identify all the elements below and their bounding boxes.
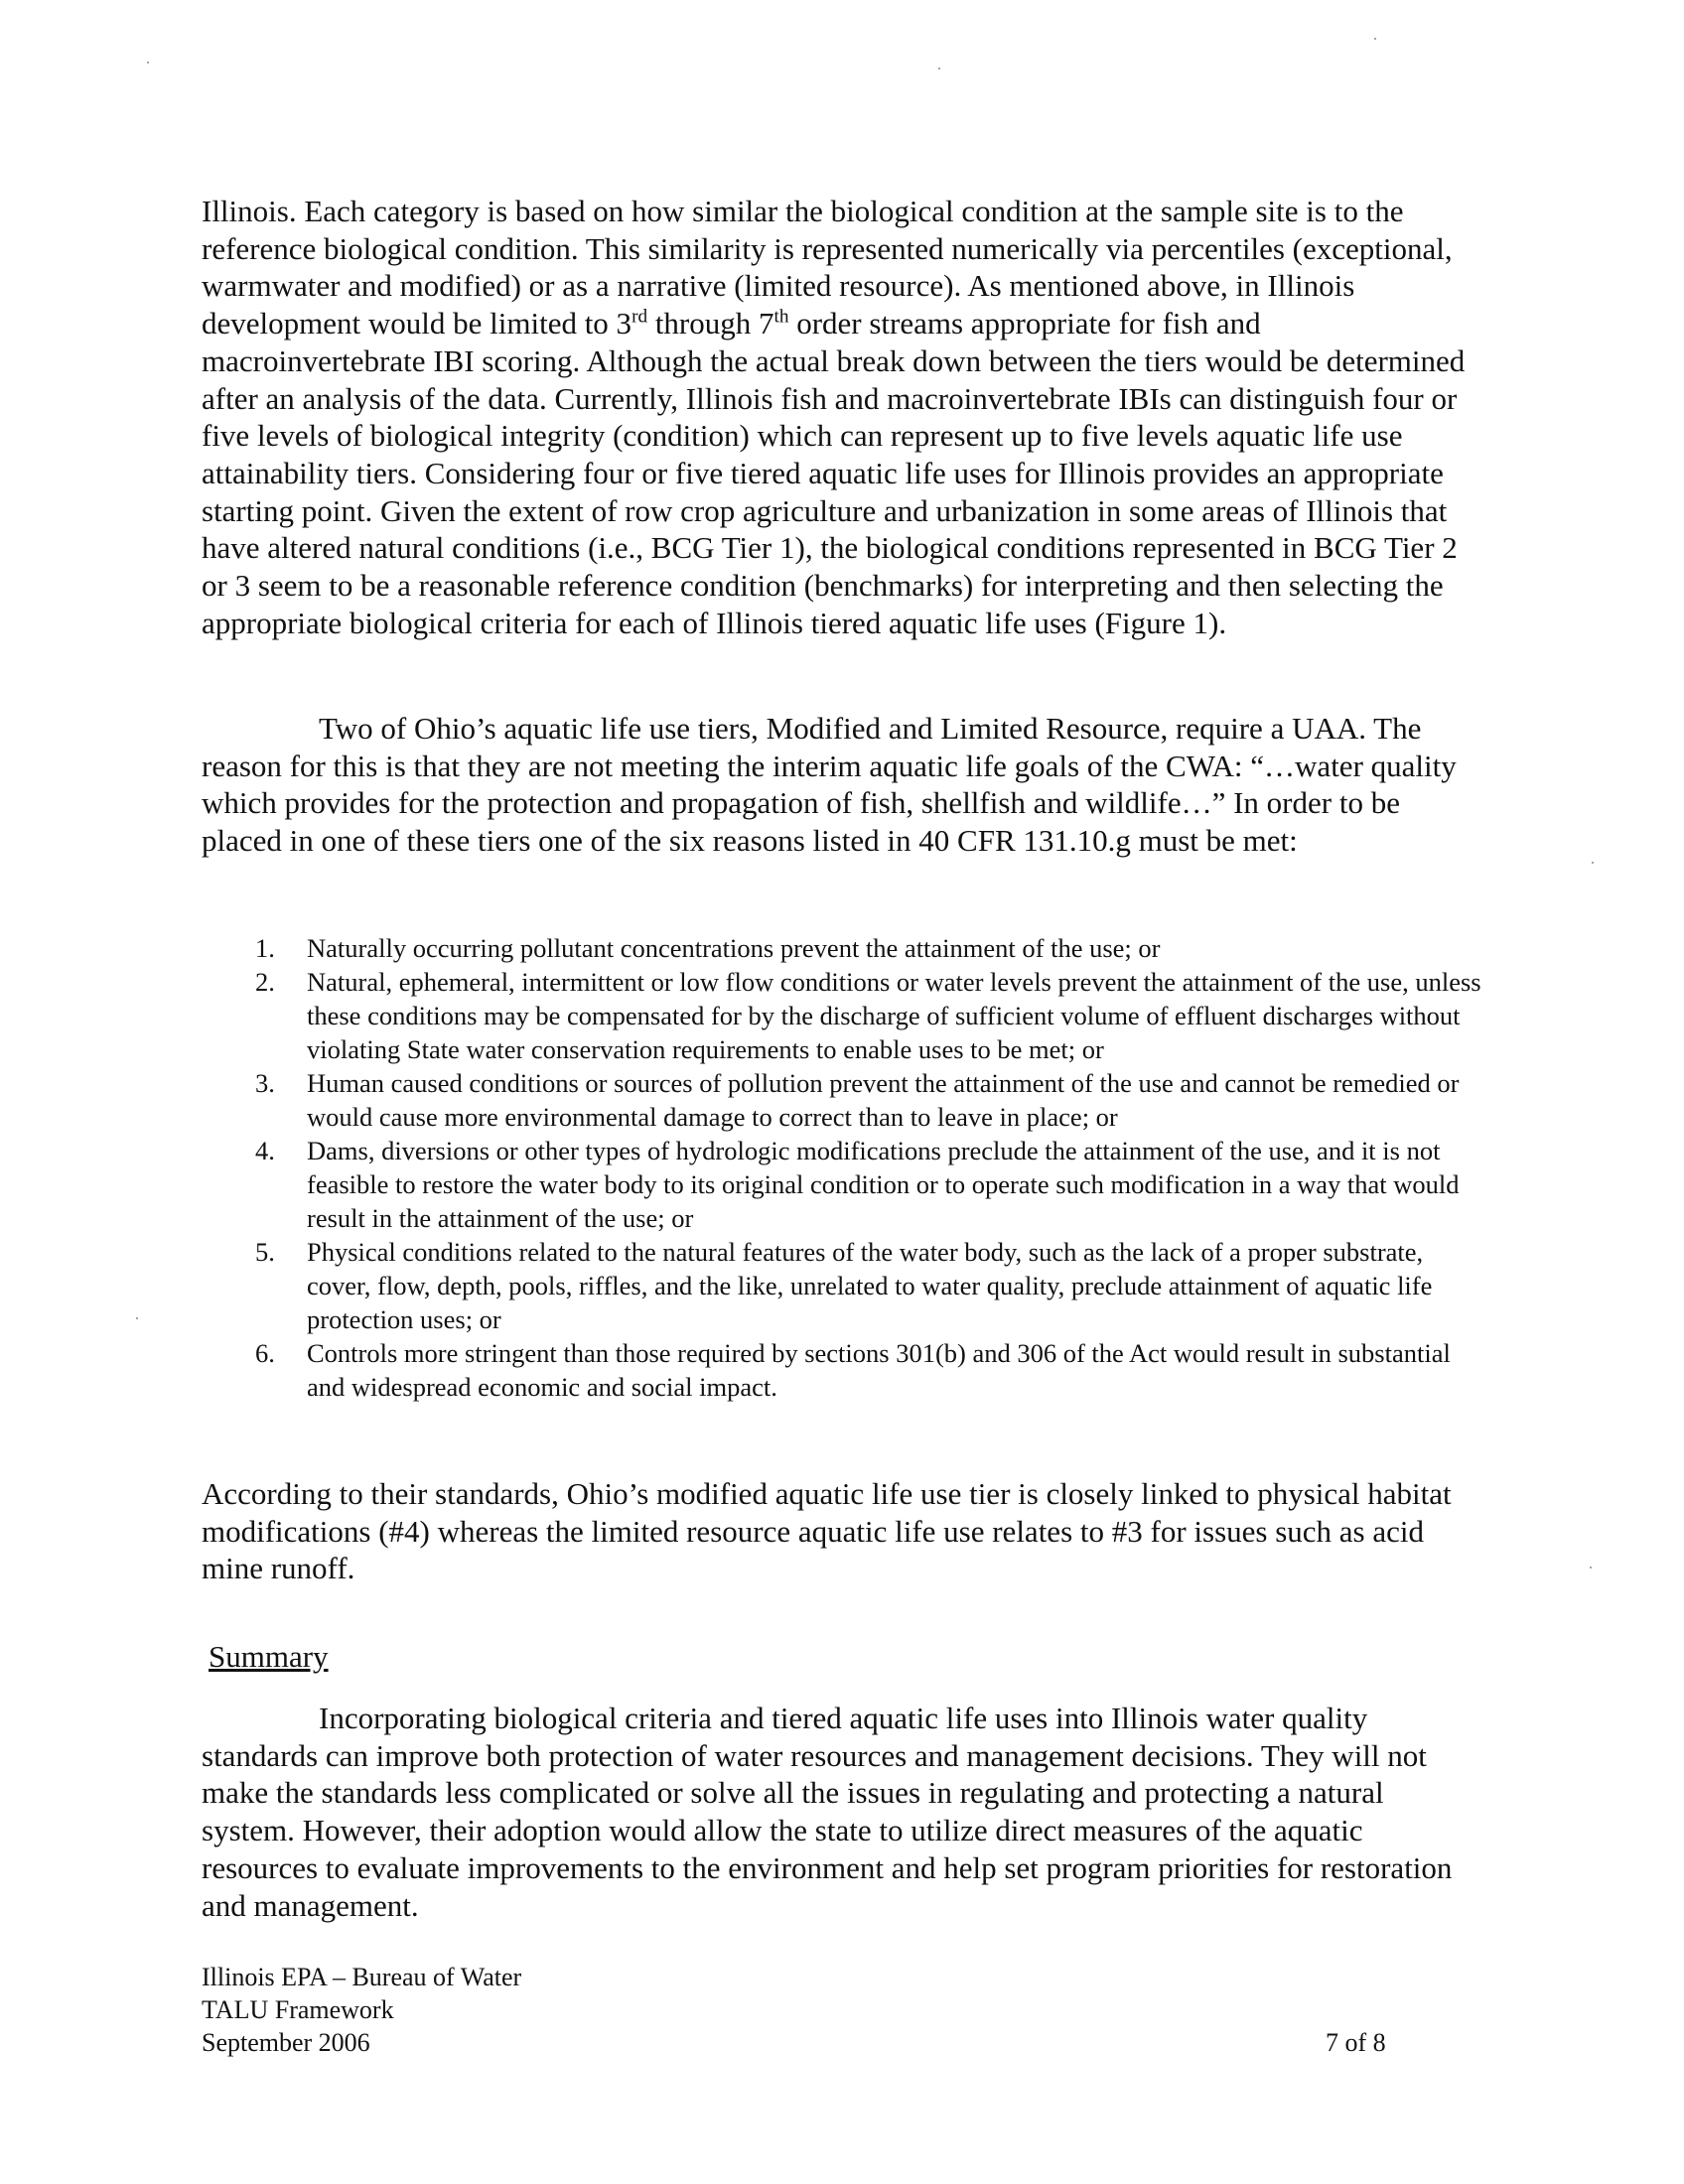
- superscript-rd: rd: [632, 306, 648, 328]
- paragraph-text: order streams appropriate for fish and macroinvertebrate IBI scoring. Although the actual break down between the tiers would be determined after an analysis of the data. Currently, Illinois fish and macroinvertebrate IBIs can distinguish four or five levels of biological integrity (condition) which can represent up to five levels aquatic life use attainability tiers. Considering four or five tiered aquatic life uses for Illinois provides an appropriate starting point. Given the extent of row crop agriculture and urbanization in some areas of Illinois that have altered natural conditions (i.e., BCG Tier 1), the biological conditions represented in BCG Tier 2 or 3 seem to be a reasonable reference condition (benchmarks) for interpreting and then selecting the appropriate biological criteria for each of Illinois tiered aquatic life uses (Figure 1).: [202, 306, 1466, 640]
- list-item-text: Naturally occurring pollutant concentrations prevent the attainment of the use; or: [307, 933, 1161, 963]
- list-item: [244, 931, 1485, 965]
- list-number: 4.: [255, 1136, 275, 1165]
- scan-speck: [938, 68, 940, 69]
- scan-speck: [147, 62, 149, 64]
- list-item: [244, 1235, 1485, 1336]
- scan-speck: [1374, 38, 1376, 40]
- footer-date: September 2006: [202, 2028, 370, 2057]
- footer-agency: Illinois EPA – Bureau of Water: [202, 1963, 522, 1991]
- scan-speck: [136, 1317, 138, 1319]
- list-item: [244, 1134, 1485, 1235]
- section-heading-summary: Summary: [209, 1639, 329, 1674]
- paragraph-text: through 7: [647, 306, 774, 341]
- list-number: 2.: [255, 967, 275, 997]
- paragraph-summary: Incorporating biological criteria and tiered aquatic life uses into Illinois water quality standards can improve both protection of water resources and management decisions. They will not make the standards less complicated or solve all the issues in regulating and protecting a natural system. However, their adoption would allow the state to utilize direct measures of the aquatic resources to evaluate improvements to the environment and help set program priorities for restoration and management.: [202, 1701, 1453, 1923]
- paragraph-ohio-tiers: Two of Ohio’s aquatic life use tiers, Modified and Limited Resource, require a UAA. The reason for this is that they are not meeting the interim aquatic life goals of the CWA: “…water quality which provides for the protection and propagation of fish, shellfish and wildlife…” In order to be placed in one of these tiers one of the six reasons listed in 40 CFR 131.10.g must be met:: [202, 711, 1457, 859]
- page-number: 7 of 8: [1326, 2028, 1386, 2057]
- list-item: [244, 965, 1485, 1066]
- uaa-reasons-list: [244, 931, 1485, 1404]
- list-item-text: Physical conditions related to the natural features of the water body, such as the lack of a proper substrate, cover, flow, depth, pools, riffles, and the like, unrelated to water quality, preclude attainment of aquatic life protection uses; or: [307, 1237, 1433, 1334]
- paragraph-tier-categories: [202, 193, 1482, 641]
- list-item-text: Human caused conditions or sources of pollution prevent the attainment of the use and cannot be remedied or would cause more environmental damage to correct than to leave in place; or: [307, 1068, 1460, 1132]
- list-number: 6.: [255, 1338, 275, 1368]
- list-number: 1.: [255, 933, 275, 963]
- list-item-text: Dams, diversions or other types of hydrologic modifications preclude the attainment of the use, and it is not feasible to restore the water body to its original condition or to operate such modification in a way that would result in the attainment of the use; or: [307, 1136, 1460, 1233]
- list-item-text: Natural, ephemeral, intermittent or low flow conditions or water levels prevent the attainment of the use, unless these conditions may be compensated for by the discharge of sufficient volume of effluent discharges without violating State water conservation requirements to enable uses to be met; or: [307, 967, 1481, 1064]
- list-item-text: Controls more stringent than those required by sections 301(b) and 306 of the Act would result in substantial and widespread economic and social impact.: [307, 1338, 1451, 1402]
- list-number: 5.: [255, 1237, 275, 1267]
- page-footer: [202, 1961, 521, 2059]
- paragraph-text: Illinois. Each category is based on how similar the biological condition at the sample site is to the reference biological condition. This similarity is represented numerically via percentiles (exceptional, warmwater and modified) or as a narrative (limited resource). As mentioned above, in Illinois development would be limited to 3: [202, 194, 1453, 341]
- paragraph-ohio-standards: According to their standards, Ohio’s modified aquatic life use tier is closely linked to physical habitat modifications (#4) whereas the limited resource aquatic life use relates to #3 for issues such as acid mine runoff.: [202, 1476, 1452, 1586]
- scan-speck: [1590, 1567, 1592, 1569]
- list-item: [244, 1066, 1485, 1134]
- superscript-th: th: [773, 306, 789, 328]
- scan-speck: [1592, 862, 1594, 864]
- list-number: 3.: [255, 1068, 275, 1098]
- list-item: [244, 1336, 1485, 1404]
- footer-document-title: TALU Framework: [202, 1995, 394, 2024]
